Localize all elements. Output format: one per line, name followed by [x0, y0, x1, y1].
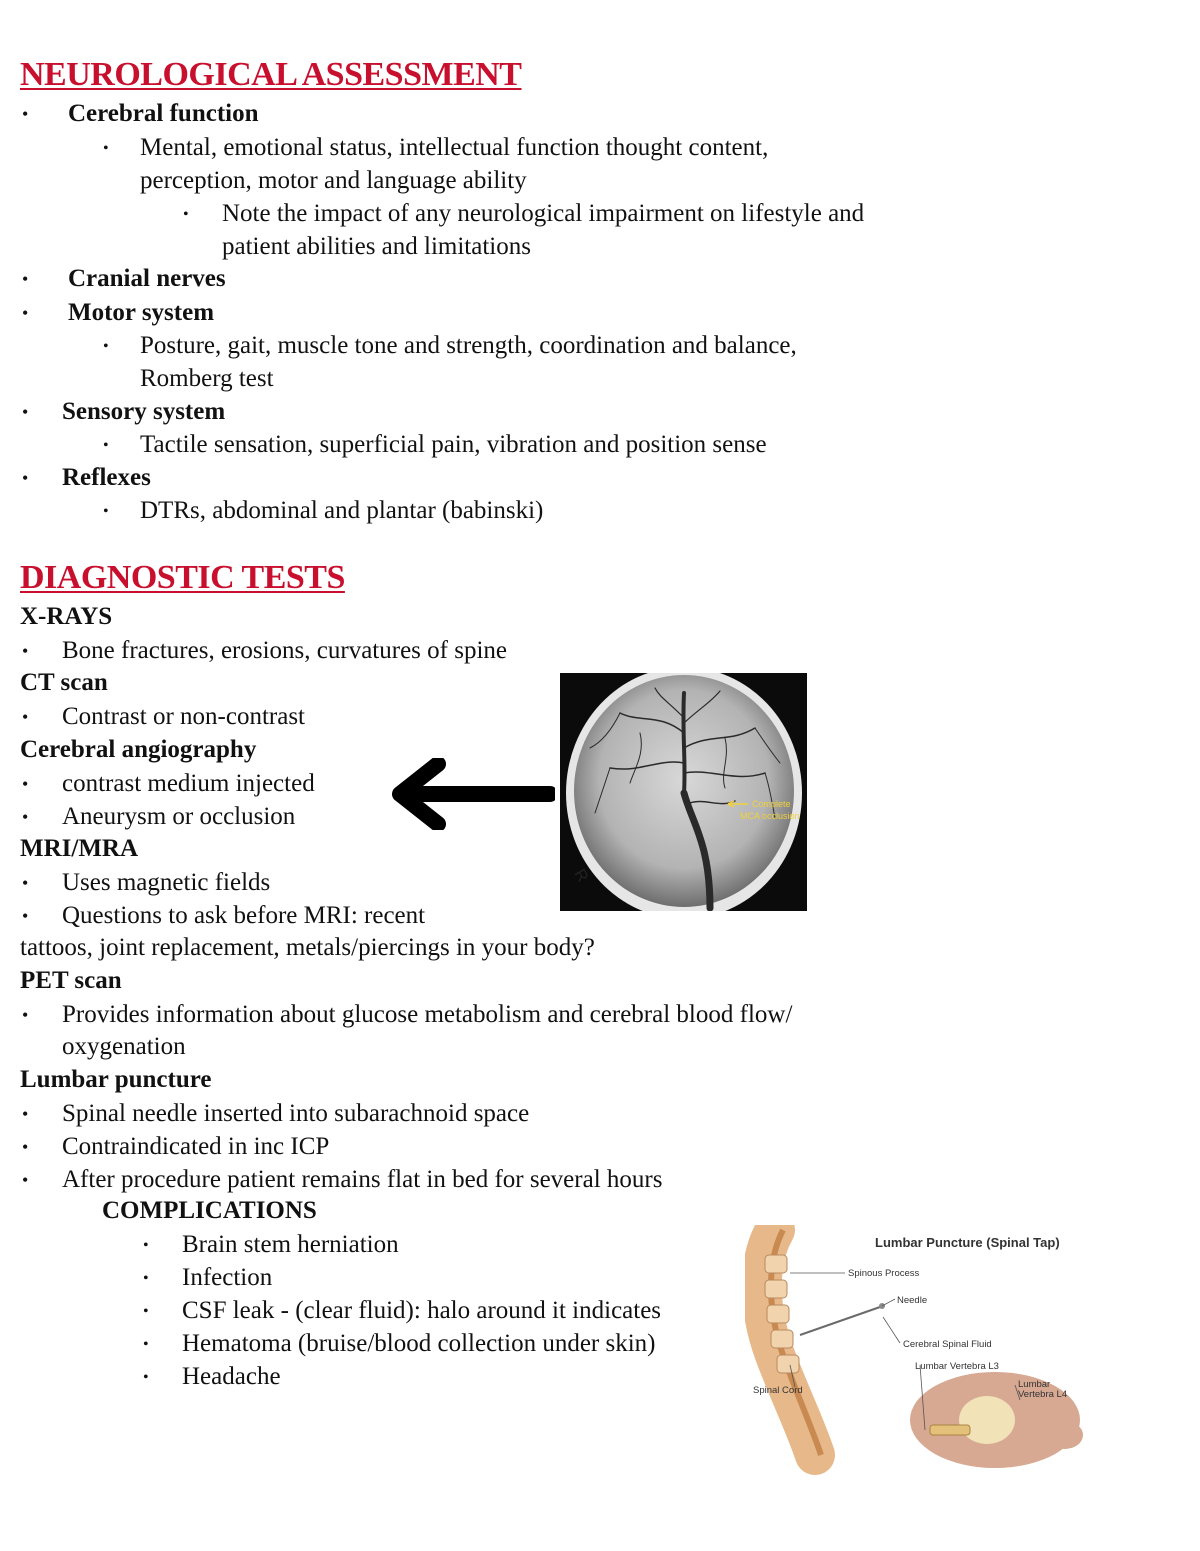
- bullet: •: [143, 1369, 149, 1386]
- text-xrays-detail: Bone fractures, erosions, curvatures of spine: [62, 637, 507, 664]
- text-complication: Infection: [182, 1264, 273, 1291]
- heading-motor-system: Motor system: [68, 299, 215, 326]
- bullet: •: [22, 873, 29, 893]
- bullet: •: [22, 1104, 29, 1124]
- heading-pet-scan: PET scan: [20, 967, 122, 994]
- bullet: •: [22, 269, 29, 289]
- bullet: •: [22, 468, 29, 488]
- left-arrow-icon: [390, 758, 555, 830]
- bullet: •: [22, 807, 29, 827]
- text-sensory-detail: Tactile sensation, superficial pain, vibration and position sense: [140, 431, 767, 458]
- text-cerebral-detail: perception, motor and language ability: [140, 167, 527, 194]
- text-complication: Hematoma (bruise/blood collection under skin): [182, 1330, 656, 1357]
- text-mri-detail: Uses magnetic fields: [62, 869, 271, 896]
- heading-cerebral-angiography: Cerebral angiography: [20, 736, 257, 763]
- heading-sensory-system: Sensory system: [62, 398, 226, 425]
- label-needle: Needle: [897, 1295, 928, 1306]
- lumbar-puncture-illustration: [745, 1225, 1090, 1490]
- text-note: patient abilities and limitations: [222, 233, 531, 260]
- heading-lumbar-puncture: Lumbar puncture: [20, 1066, 212, 1093]
- text-reflexes-detail: DTRs, abdominal and plantar (babinski): [140, 497, 544, 524]
- heading-xrays: X-RAYS: [20, 603, 113, 630]
- text-ct-detail: Contrast or non-contrast: [62, 703, 306, 730]
- bullet: •: [22, 1005, 29, 1025]
- bullet: •: [143, 1270, 149, 1287]
- text-complication: CSF leak - (clear fluid): halo around it indicates: [182, 1297, 662, 1324]
- bullet: •: [103, 503, 109, 520]
- figure-title: Lumbar Puncture (Spinal Tap): [875, 1235, 1060, 1250]
- text-cerebral-detail: Mental, emotional status, intellectual function thought content,: [140, 134, 769, 161]
- angiogram-annotation: MCA occlusion: [740, 811, 800, 821]
- text-complication: Headache: [182, 1363, 281, 1390]
- bullet: •: [22, 303, 29, 323]
- heading-mri-mra: MRI/MRA: [20, 835, 139, 862]
- text-lumbar-detail: After procedure patient remains flat in bed for several hours: [62, 1166, 663, 1193]
- label-spinal-cord: Spinal Cord: [753, 1385, 803, 1396]
- angiogram-annotation: Complete: [752, 799, 791, 809]
- heading-reflexes: Reflexes: [62, 464, 151, 491]
- text-lumbar-detail: Spinal needle inserted into subarachnoid space: [62, 1100, 530, 1127]
- text-lumbar-detail: Contraindicated in inc ICP: [62, 1133, 330, 1160]
- heading-ct-scan: CT scan: [20, 669, 108, 696]
- label-l4: Vertebra L4: [1018, 1389, 1068, 1400]
- angiogram-corner-label: R: [570, 866, 592, 886]
- bullet: •: [103, 338, 109, 355]
- heading-cranial-nerves: Cranial nerves: [68, 265, 226, 292]
- label-l4: Lumbar: [1018, 1379, 1051, 1390]
- bullet: •: [22, 774, 29, 794]
- text-pet-detail: Provides information about glucose metabolism and cerebral blood flow/: [62, 1001, 793, 1028]
- text-mri-detail: Questions to ask before MRI: recent: [62, 902, 426, 929]
- bullet: •: [22, 1170, 29, 1190]
- bullet: •: [22, 1137, 29, 1157]
- heading-cerebral-function: Cerebral function: [68, 100, 259, 127]
- text-mri-detail: tattoos, joint replacement, metals/piercings in your body?: [20, 934, 595, 961]
- bullet: •: [22, 104, 29, 124]
- text-complication: Brain stem herniation: [182, 1231, 399, 1258]
- text-angio-detail: Aneurysm or occlusion: [62, 803, 296, 830]
- text-motor-detail: Romberg test: [140, 365, 274, 392]
- bullet: •: [22, 707, 29, 727]
- bullet: •: [22, 402, 29, 422]
- bullet: •: [103, 140, 109, 157]
- bullet: •: [183, 206, 189, 223]
- heading-complications: COMPLICATIONS: [102, 1197, 317, 1224]
- text-angio-detail: contrast medium injected: [62, 770, 315, 797]
- label-l3: Lumbar Vertebra L3: [915, 1361, 999, 1372]
- text-pet-detail: oxygenation: [62, 1033, 186, 1060]
- section-title-neuro: NEUROLOGICAL ASSESSMENT: [20, 56, 522, 93]
- cerebral-angiogram-image: [560, 673, 807, 911]
- label-spinous-process: Spinous Process: [848, 1268, 920, 1279]
- text-note: Note the impact of any neurological impairment on lifestyle and: [222, 200, 865, 227]
- bullet: •: [143, 1336, 149, 1353]
- bullet: •: [143, 1237, 149, 1254]
- label-csf: Cerebral Spinal Fluid: [903, 1339, 992, 1350]
- bullet: •: [22, 641, 29, 661]
- bullet: •: [143, 1303, 149, 1320]
- section-title-diagnostic: DIAGNOSTIC TESTS: [20, 559, 345, 596]
- bullet: •: [103, 437, 109, 454]
- bullet: •: [22, 906, 29, 926]
- text-motor-detail: Posture, gait, muscle tone and strength, coordination and balance,: [140, 332, 797, 359]
